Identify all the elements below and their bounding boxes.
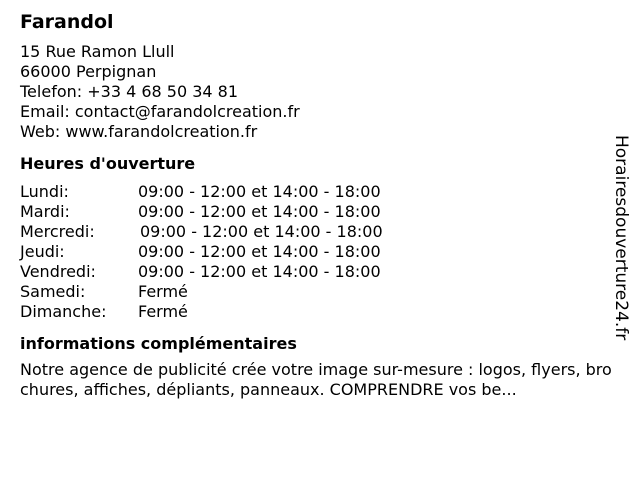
time-value: 09:00 - 12:00 et 14:00 - 18:00 — [138, 182, 381, 201]
day-label: Dimanche: — [20, 302, 107, 321]
day-label: Lundi: — [20, 182, 69, 201]
web-line: Web: www.farandolcreation.fr — [20, 122, 258, 141]
time-value: 09:00 - 12:00 et 14:00 - 18:00 — [138, 242, 381, 261]
additional-info-title: informations complémentaires — [20, 334, 297, 353]
additional-info-text: Notre agence de publicité crée votre image sur-mesure : logos, flyers, brochures, affiches, dépliants, panneaux. COMPRENDRE vos be... — [20, 360, 612, 399]
hours-row-tuesday — [20, 202, 610, 222]
day-label: Mardi: — [20, 202, 70, 221]
day-label: Mercredi: — [20, 222, 95, 241]
hours-row-friday — [20, 262, 610, 282]
time-value: 09:00 - 12:00 et 14:00 - 18:00 — [138, 262, 381, 281]
day-label: Jeudi: — [20, 242, 65, 261]
opening-hours-title: Heures d'ouverture — [20, 154, 196, 173]
hours-row-thursday — [20, 242, 610, 262]
business-name: Farandol — [20, 11, 114, 33]
day-label: Vendredi: — [20, 262, 96, 281]
time-value: 09:00 - 12:00 et 14:00 - 18:00 — [138, 202, 381, 221]
business-card — [20, 10, 610, 400]
time-value: Fermé — [138, 302, 188, 321]
hours-row-saturday — [20, 282, 610, 302]
phone-line: Telefon: +33 4 68 50 34 81 — [20, 82, 239, 101]
address-city: 66000 Perpignan — [20, 62, 157, 81]
day-label: Samedi: — [20, 282, 86, 301]
hours-row-wednesday — [20, 222, 610, 242]
hours-row-monday — [20, 182, 610, 202]
email-line: Email: contact@farandolcreation.fr — [20, 102, 300, 121]
site-watermark: Horairesdouverture24.fr — [611, 135, 631, 341]
hours-row-sunday — [20, 302, 610, 322]
time-value: Fermé — [138, 282, 188, 301]
opening-hours-list — [20, 182, 610, 322]
time-value: 09:00 - 12:00 et 14:00 - 18:00 — [140, 222, 383, 241]
address-street: 15 Rue Ramon Llull — [20, 42, 175, 61]
